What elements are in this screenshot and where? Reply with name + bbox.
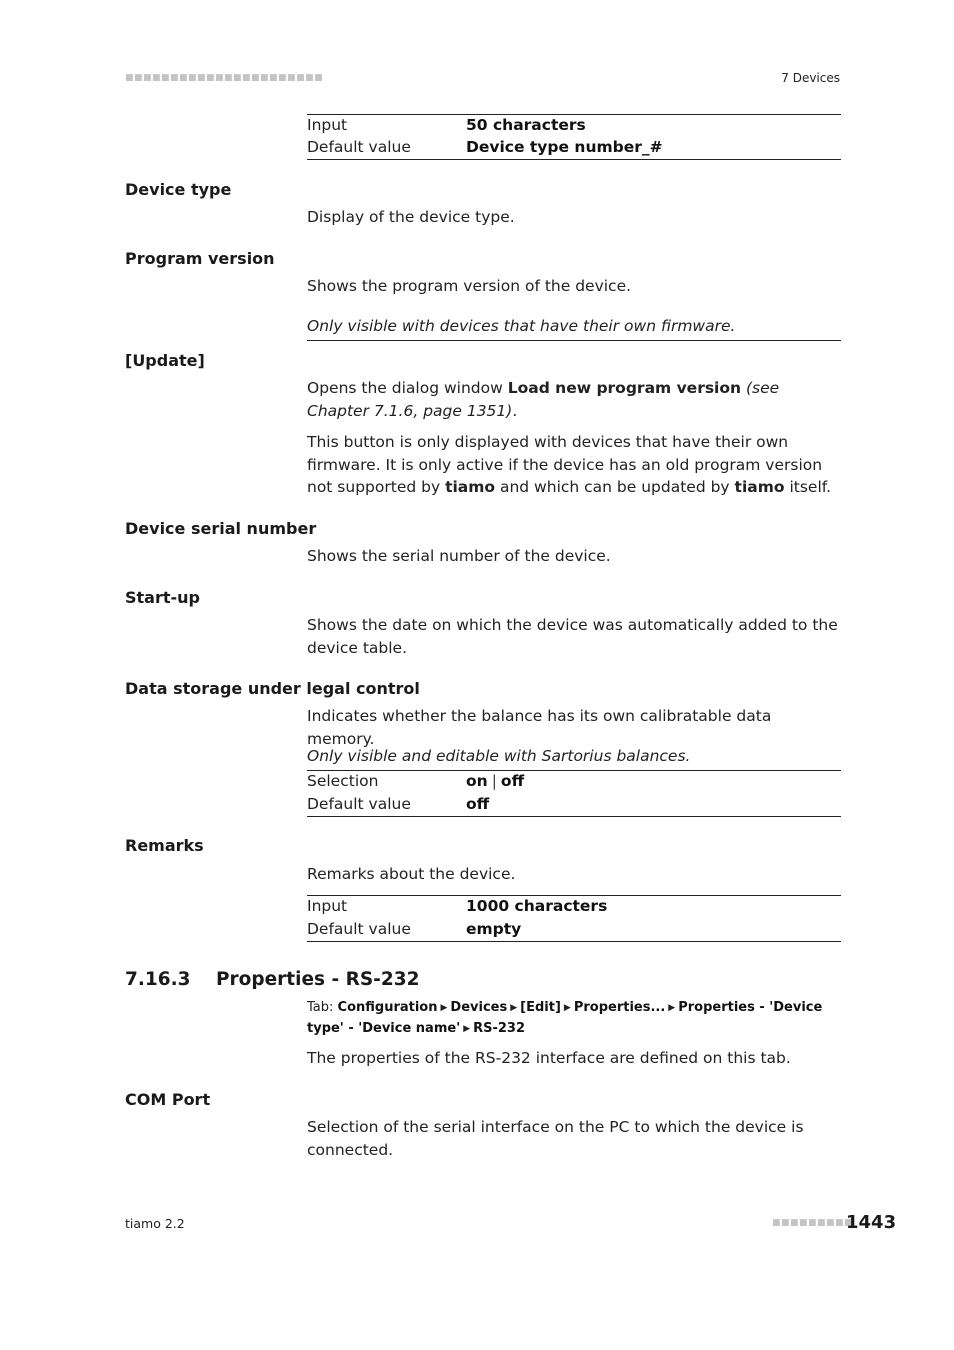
navigation-path: Tab: Configuration ▶ Devices ▶ [Edit] ▶ Properties... ▶ Properties - 'Device type' - 'Device name' ▶ RS-232 xyxy=(307,1000,823,1036)
header-decoration: ■■■■■■■■■■■■■■■■■■■■■■ xyxy=(125,73,324,83)
path-arrow-icon: ▶ xyxy=(510,1003,518,1013)
term-device-serial-number: Device serial number xyxy=(125,519,317,538)
term-program-version: Program version xyxy=(125,249,275,268)
table-key: Input xyxy=(307,116,348,134)
table-value: Device type number_# xyxy=(466,138,663,156)
table-row xyxy=(307,770,841,792)
page-number: 1443 xyxy=(846,1212,897,1233)
table-value: 50 characters xyxy=(466,116,586,134)
path-arrow-icon: ▶ xyxy=(440,1003,448,1013)
table-row xyxy=(307,114,841,136)
description: Selection of the serial interface on the PC to which the device is connected. xyxy=(307,1118,804,1159)
table-key: Selection xyxy=(307,772,379,790)
path-arrow-icon: ▶ xyxy=(463,1024,471,1034)
dialog-name: Load new program version xyxy=(507,379,742,397)
chapter-reference: (see Chapter 7.1.6, page 1351) xyxy=(307,379,780,420)
description: Indicates whether the balance has its own calibratable data memory. xyxy=(307,707,772,748)
table-value: on | off xyxy=(466,772,525,790)
description: Shows the program version of the device. xyxy=(307,277,632,295)
running-header-chapter: 7 Devices xyxy=(781,71,840,85)
table-value: 1000 characters xyxy=(466,897,608,915)
table-rule xyxy=(307,159,841,160)
term-update-button: [Update] xyxy=(125,351,205,370)
visibility-note: Only visible and editable with Sartorius balances. xyxy=(307,747,691,765)
table-key: Default value xyxy=(307,138,411,156)
description: Shows the serial number of the device. xyxy=(307,547,611,565)
path-arrow-icon: ▶ xyxy=(668,1003,676,1013)
table-row xyxy=(307,136,841,158)
description: Opens the dialog window Load new program version (see Chapter 7.1.6, page 1351). xyxy=(307,379,780,420)
description: Shows the date on which the device was automatically added to the device table. xyxy=(307,616,838,657)
table-rule xyxy=(307,941,841,942)
description: This button is only displayed with devices that have their own firmware. It is only active if the device has an old program version not supported by tiamo and which can be updated by tiamo itself. xyxy=(307,433,832,496)
term-device-type: Device type xyxy=(125,180,232,199)
description: The properties of the RS-232 interface are defined on this tab. xyxy=(307,1049,791,1067)
footer-product: tiamo 2.2 xyxy=(125,1216,185,1231)
table-row xyxy=(307,918,841,940)
table-value: empty xyxy=(466,920,522,938)
section-number: 7.16.3 xyxy=(125,969,191,990)
table-rule xyxy=(307,816,841,817)
table-key: Input xyxy=(307,897,348,915)
term-data-storage: Data storage under legal control xyxy=(125,679,420,698)
description: Remarks about the device. xyxy=(307,865,516,883)
note-rule xyxy=(307,340,841,341)
table-row xyxy=(307,895,841,917)
table-value: off xyxy=(466,795,490,813)
table-key: Default value xyxy=(307,795,411,813)
term-com-port: COM Port xyxy=(125,1090,211,1109)
description: Display of the device type. xyxy=(307,208,515,226)
footer-decoration: ■■■■■■■■■ xyxy=(772,1218,854,1228)
term-start-up: Start-up xyxy=(125,588,200,607)
table-row xyxy=(307,793,841,815)
table-key: Default value xyxy=(307,920,411,938)
path-arrow-icon: ▶ xyxy=(563,1003,571,1013)
visibility-note: Only visible with devices that have their own firmware. xyxy=(307,317,736,335)
section-title: Properties - RS-232 xyxy=(216,969,420,990)
term-remarks: Remarks xyxy=(125,836,204,855)
